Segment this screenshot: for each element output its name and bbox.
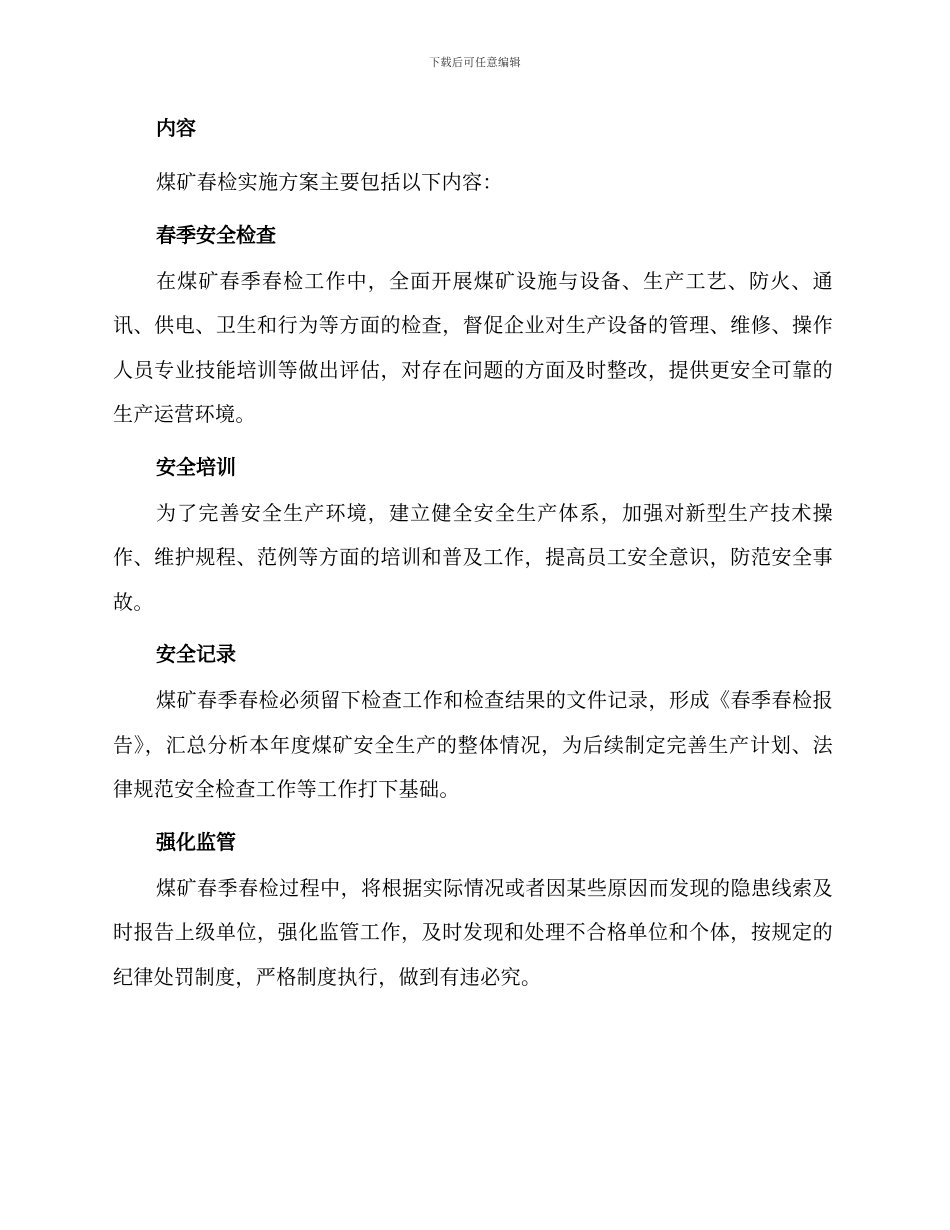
section-heading-strengthen-supervision: 强化监管 — [156, 829, 236, 854]
document-content — [113, 112, 833, 999]
section-body-safety-records: 煤矿春季春检必须留下检查工作和检查结果的文件记录，形成《春季春检报告》，汇总分析本年度煤矿安全生产的整体情况，为后续制定完善生产计划、法律规范安全检查工作等工作打下基础。 — [113, 688, 833, 801]
document-title: 内容 — [156, 116, 196, 140]
section-heading-safety-records: 安全记录 — [156, 642, 236, 666]
section-body-safety-training: 为了完善安全生产环境，建立健全安全生产体系，加强对新型生产技术操作、维护规程、范例等方面的培训和普及工作，提高员工安全意识，防范安全事故。 — [113, 500, 833, 614]
header-note: 下载后可任意编辑 — [429, 56, 521, 69]
section-body-strengthen-supervision: 煤矿春季春检过程中，将根据实际情况或者因某些原因而发现的隐患线索及时报告上级单位，强化监管工作，及时发现和处理不合格单位和个体，按规定的纪律处罚制度，严格制度执行，做到有违必究。 — [113, 875, 833, 989]
section-heading-safety-training: 安全培训 — [156, 454, 236, 479]
section-body-spring-inspection: 在煤矿春季春检工作中，全面开展煤矿设施与设备、生产工艺、防火、通讯、供电、卫生和行为等方面的检查，督促企业对生产设备的管理、维修、操作人员专业技能培训等做出评估，对存在问题的方面及时整改，提供更安全可靠的生产运营环境。 — [113, 268, 833, 426]
intro-paragraph: 煤矿春检实施方案主要包括以下内容： — [156, 170, 503, 194]
section-heading-spring-inspection: 春季安全检查 — [156, 222, 276, 247]
